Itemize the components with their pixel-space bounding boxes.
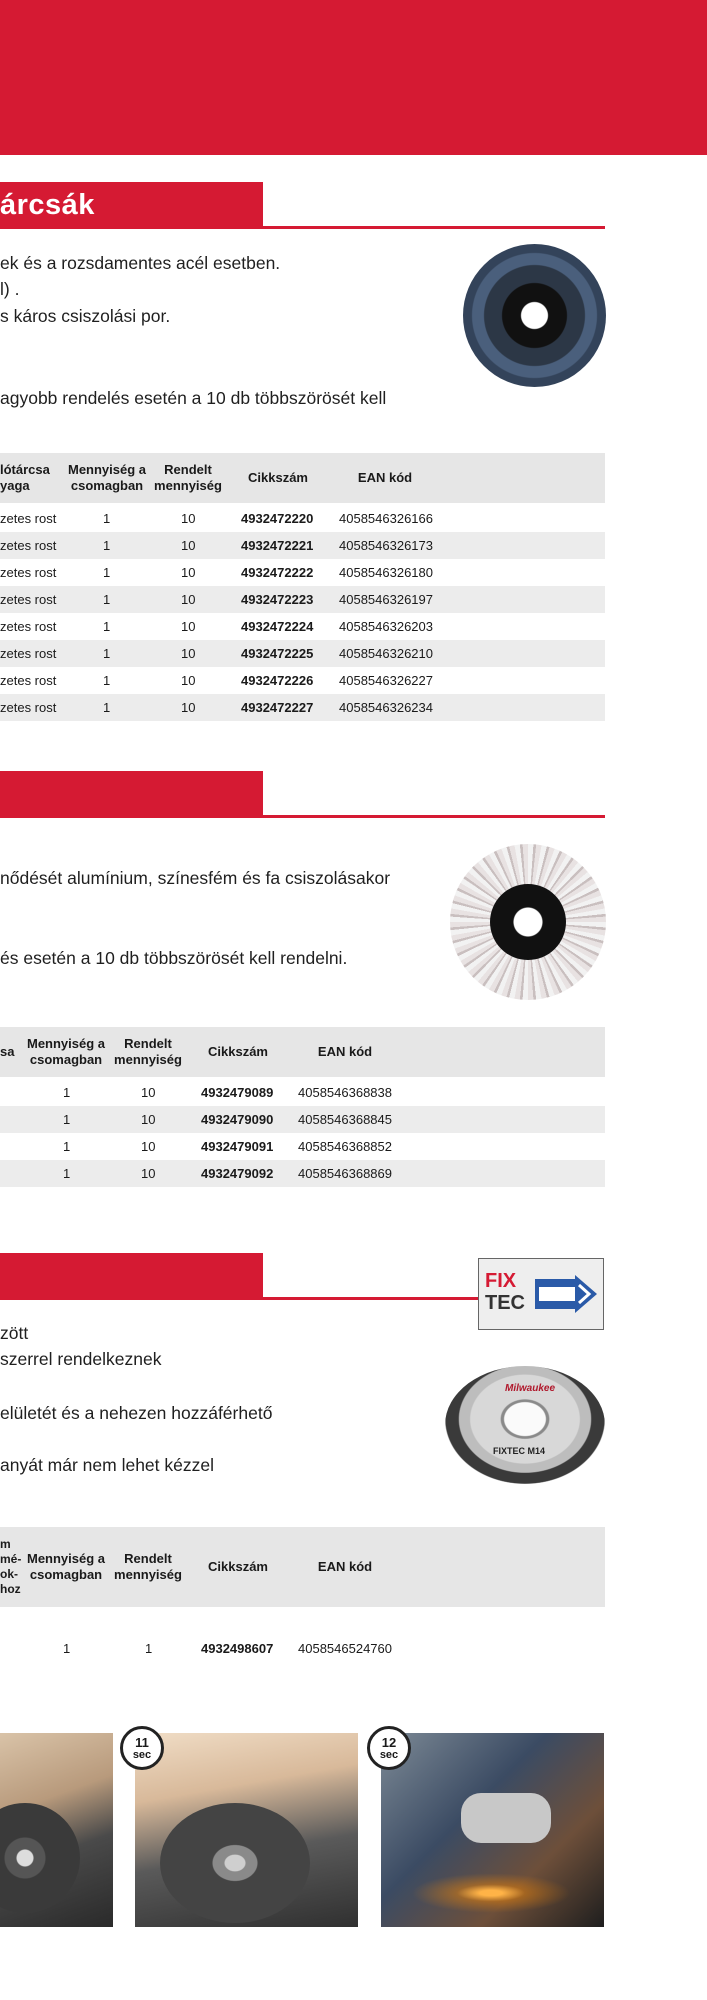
table-row: [0, 640, 605, 667]
cell-order-qty: 10: [141, 1112, 156, 1127]
cell-material: zetes rost: [0, 565, 57, 580]
cell-ean: 4058546326166: [339, 511, 433, 526]
cell-article: 4932472225: [241, 646, 314, 661]
cell-pack-qty: 1: [103, 592, 111, 607]
section3-text-line: elületét és a nehezen hozzáférhető: [0, 1403, 273, 1423]
cell-order-qty: 10: [141, 1166, 156, 1181]
cell-ean: 4058546368845: [298, 1112, 392, 1127]
section1-text-line: l) .: [0, 279, 20, 299]
cell-article: 4932472223: [241, 592, 314, 607]
fixtec-logo-tec: TEC: [485, 1292, 525, 1314]
table-row: [0, 1635, 605, 1662]
section1-text-line: s káros csiszolási por.: [0, 306, 171, 326]
section2-header-bar: [0, 771, 263, 817]
table-row: [0, 667, 605, 694]
cell-article: 4932479089: [201, 1085, 274, 1100]
cell-pack-qty: 1: [63, 1112, 71, 1127]
grinder-disc: [0, 1803, 80, 1913]
cell-order-qty: 10: [141, 1139, 156, 1154]
th-order-qty: Rendelt mennyiség: [114, 1551, 182, 1582]
section2-text-line: és esetén a 10 db többszörösét kell rendelni.: [0, 948, 348, 968]
cell-article: 4932472226: [241, 673, 314, 688]
cell-article: 4932479091: [201, 1139, 274, 1154]
th-pack-qty: Mennyiség a csomagban: [26, 1036, 106, 1067]
th-ean: EAN kód: [357, 470, 413, 485]
cell-order-qty: 1: [145, 1641, 153, 1656]
th-compat: m mé- ok- hoz: [0, 1537, 22, 1596]
timer-unit: sec: [379, 1749, 399, 1761]
white-flap-disc-image: [450, 844, 606, 1000]
cell-order-qty: 10: [181, 619, 196, 634]
table-row: [0, 586, 605, 613]
cell-material: zetes rost: [0, 700, 57, 715]
timer-number: 12: [381, 1735, 397, 1750]
photo-step-3: [381, 1733, 604, 1927]
cell-material: zetes rost: [0, 619, 57, 634]
cell-order-qty: 10: [181, 511, 196, 526]
th-article: Cikkszám: [208, 1559, 268, 1574]
cell-article: 4932472222: [241, 565, 314, 580]
fixtec-logo: [478, 1258, 604, 1330]
cell-order-qty: 10: [181, 538, 196, 553]
cell-order-qty: 10: [181, 565, 196, 580]
th-article: Cikkszám: [248, 470, 308, 485]
cell-article: 4932472220: [241, 511, 314, 526]
cell-pack-qty: 1: [103, 538, 111, 553]
th-material: sa: [0, 1044, 15, 1059]
cell-article: 4932472221: [241, 538, 314, 553]
cell-pack-qty: 1: [63, 1085, 71, 1100]
timer-number: 11: [135, 1735, 149, 1750]
table-row: [0, 1160, 605, 1187]
table-row: [0, 1106, 605, 1133]
cell-pack-qty: 1: [103, 619, 111, 634]
timer-icon-12: [367, 1726, 411, 1770]
section2-table-header: [0, 1027, 605, 1077]
cell-order-qty: 10: [141, 1085, 156, 1100]
cell-pack-qty: 1: [103, 700, 111, 715]
cell-ean: 4058546524760: [298, 1641, 392, 1656]
timer-unit: sec: [132, 1749, 152, 1761]
cell-pack-qty: 1: [103, 511, 111, 526]
nut-model-label: FIXTEC M14: [493, 1446, 546, 1456]
section2-text-line: nődését alumínium, színesfém és fa csiszolásakor: [0, 868, 391, 888]
cell-ean: 4058546326203: [339, 619, 433, 634]
cell-ean: 4058546368838: [298, 1085, 392, 1100]
cell-article: 4932479090: [201, 1112, 274, 1127]
cell-pack-qty: 1: [63, 1166, 71, 1181]
photo-step-1: [0, 1733, 113, 1927]
cell-article: 4932472227: [241, 700, 314, 715]
section3-header-line: [0, 1297, 478, 1300]
th-pack-qty: Mennyiség a csomagban: [26, 1551, 106, 1582]
disc-hub: [490, 884, 566, 960]
section3-text-line: anyát már nem lehet kézzel: [0, 1455, 214, 1475]
section3-text-line: szerrel rendelkeznek: [0, 1349, 162, 1369]
table-row: [0, 694, 605, 721]
cell-ean: 4058546326180: [339, 565, 433, 580]
section1-title: árcsák: [0, 189, 95, 221]
cell-pack-qty: 1: [103, 565, 111, 580]
fixtec-logo-fix: FIX: [485, 1270, 517, 1292]
top-red-band: [0, 0, 707, 155]
timer-icon-11: [120, 1726, 164, 1770]
cell-pack-qty: 1: [63, 1139, 71, 1154]
fixtec-arrow-icon: [535, 1275, 597, 1313]
cell-material: zetes rost: [0, 673, 57, 688]
cell-ean: 4058546326227: [339, 673, 433, 688]
cell-article: 4932498607: [201, 1641, 274, 1656]
table-row: [0, 1079, 605, 1106]
cell-material: zetes rost: [0, 511, 57, 526]
cell-order-qty: 10: [181, 700, 196, 715]
cell-article: 4932472224: [241, 619, 314, 634]
section3-table-header: [0, 1527, 605, 1607]
cell-article: 4932479092: [201, 1166, 274, 1181]
section1-text-line: ek és a rozsdamentes acél esetben.: [0, 253, 281, 273]
table-row: [0, 532, 605, 559]
th-pack-qty: Mennyiség a csomagban: [67, 462, 147, 493]
cell-material: zetes rost: [0, 646, 57, 661]
sparks: [411, 1873, 571, 1913]
th-order-qty: Rendelt mennyiség: [114, 1036, 182, 1067]
th-order-qty: Rendelt mennyiség: [154, 462, 222, 493]
cell-order-qty: 10: [181, 673, 196, 688]
cell-ean: 4058546368852: [298, 1139, 392, 1154]
cell-ean: 4058546368869: [298, 1166, 392, 1181]
cell-order-qty: 10: [181, 592, 196, 607]
table-row: [0, 559, 605, 586]
cell-order-qty: 10: [181, 646, 196, 661]
photo-step-2: [135, 1733, 358, 1927]
cell-ean: 4058546326173: [339, 538, 433, 553]
cell-pack-qty: 1: [103, 646, 111, 661]
cell-material: zetes rost: [0, 538, 57, 553]
blue-flap-disc-image: [463, 244, 606, 387]
grinder-body: [461, 1793, 551, 1843]
cell-material: zetes rost: [0, 592, 57, 607]
table-row: [0, 505, 605, 532]
nut-brand-label: Milwaukee: [505, 1383, 556, 1394]
cell-ean: 4058546326234: [339, 700, 433, 715]
section2-header-line: [0, 815, 605, 818]
th-ean: EAN kód: [317, 1044, 373, 1059]
cell-ean: 4058546326210: [339, 646, 433, 661]
section3-text-line: zött: [0, 1323, 29, 1343]
section1-text-line: agyobb rendelés esetén a 10 db többszörösét kell: [0, 388, 387, 408]
th-article: Cikkszám: [208, 1044, 268, 1059]
section1-table-header: [0, 453, 605, 503]
table-row: [0, 613, 605, 640]
section3-header-bar: [0, 1253, 263, 1299]
grinder-disc: [160, 1803, 310, 1923]
th-ean: EAN kód: [317, 1559, 373, 1574]
cell-ean: 4058546326197: [339, 592, 433, 607]
fixtec-nut-image: [445, 1366, 605, 1484]
cell-pack-qty: 1: [103, 673, 111, 688]
table-row: [0, 1133, 605, 1160]
cell-pack-qty: 1: [63, 1641, 71, 1656]
th-material: lótárcsa yaga: [0, 462, 50, 493]
